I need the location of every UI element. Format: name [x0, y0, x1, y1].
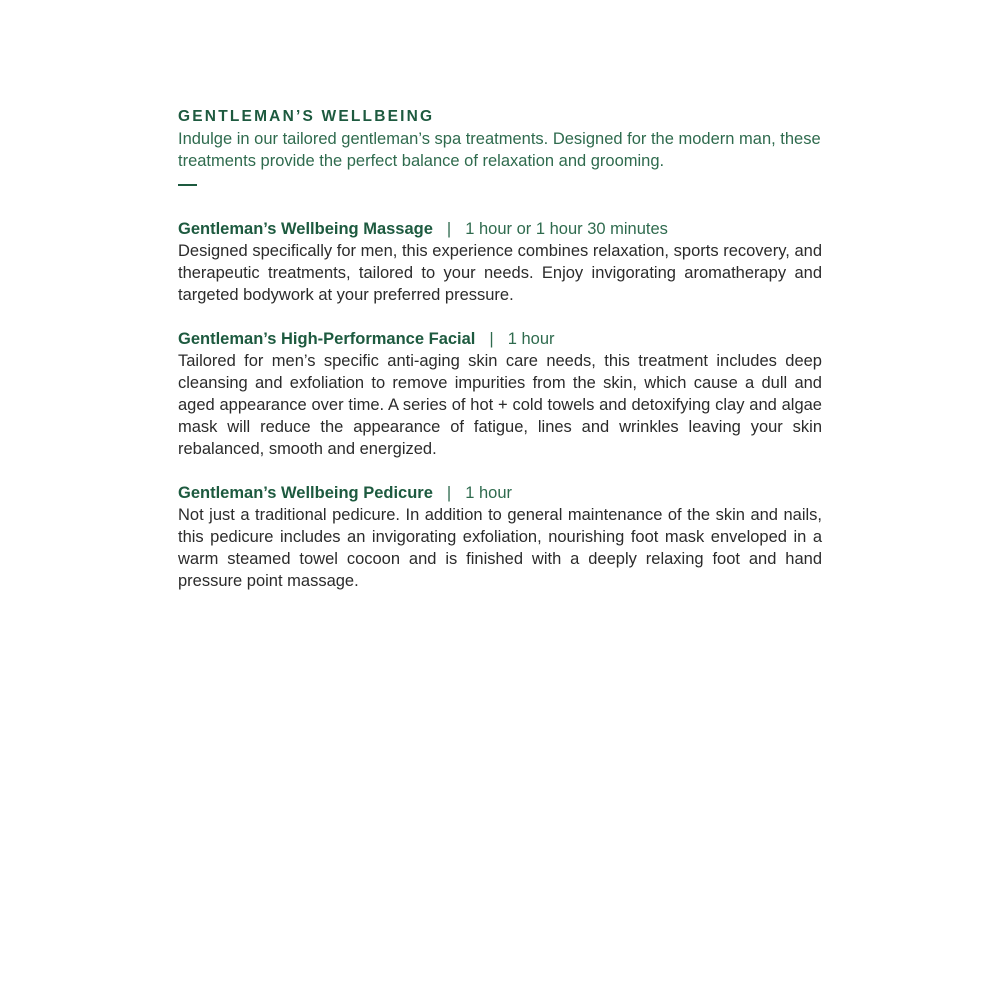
treatment-massage	[178, 218, 822, 306]
treatment-heading	[178, 328, 822, 350]
heading-separator: |	[446, 484, 452, 502]
treatment-menu	[178, 106, 822, 592]
heading-separator: |	[489, 330, 494, 348]
treatment-heading	[178, 482, 822, 504]
treatment-name: Gentleman’s Wellbeing Pedicure	[178, 484, 433, 502]
treatment-duration: 1 hour	[507, 330, 555, 348]
treatment-description: Tailored for men’s specific anti-aging skin care needs, this treatment includes deep cleansing and exfoliation to remove impurities from the skin, which cause a dull and aged appearance over time. A series of hot + cold towels and detoxifying clay and algae mask will reduce the appearance of fatigue, lines and wrinkles leaving your skin rebalanced, smooth and energized.	[178, 352, 822, 458]
treatment-description: Not just a traditional pedicure. In addition to general maintenance of the skin and nails, this pedicure includes an invigorating exfoliation, nourishing foot mask enveloped in a warm steamed towel cocoon and is finished with a deeply relaxing foot and hand pressure point massage.	[178, 506, 822, 590]
treatment-heading	[178, 218, 822, 240]
treatment-duration: 1 hour	[465, 484, 512, 502]
section-intro: Indulge in our tailored gentleman’s spa treatments. Designed for the modern man, these treatments provide the perfect balance of relaxation and grooming.	[178, 130, 821, 170]
treatment-description: Designed specifically for men, this experience combines relaxation, sports recovery, and therapeutic treatments, tailored to your needs. Enjoy invigorating aromatherapy and targeted bodywork at your preferred pressure.	[178, 242, 822, 304]
section-title: GENTLEMAN’S WELLBEING	[178, 108, 435, 125]
treatment-facial	[178, 328, 822, 460]
heading-separator: |	[446, 220, 452, 238]
treatment-duration: 1 hour or 1 hour 30 minutes	[465, 220, 668, 238]
treatment-pedicure	[178, 482, 822, 592]
treatment-name: Gentleman’s High-Performance Facial	[178, 330, 476, 348]
treatment-name: Gentleman’s Wellbeing Massage	[178, 220, 433, 238]
title-divider	[178, 184, 197, 186]
